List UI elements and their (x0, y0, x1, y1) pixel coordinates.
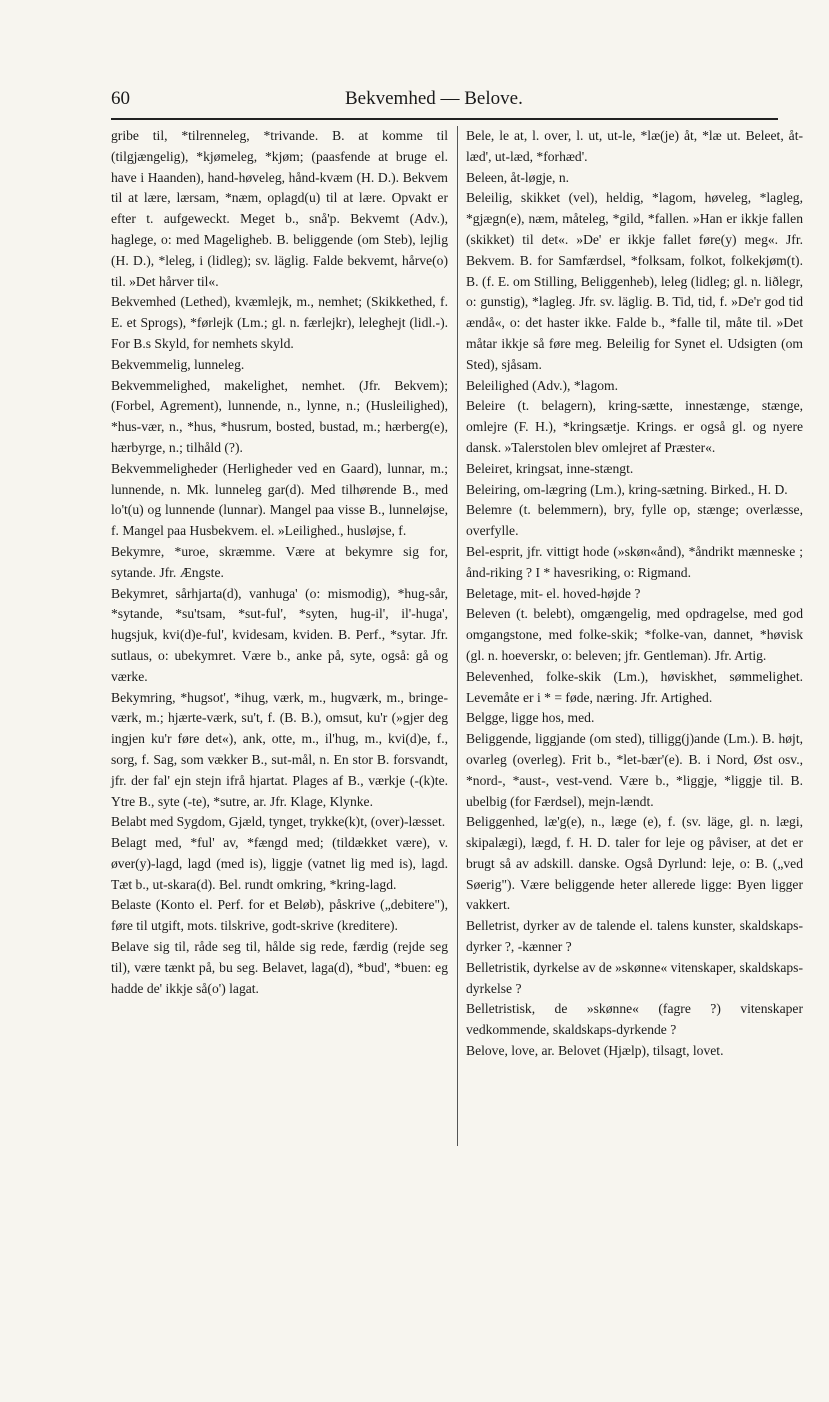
entry: Beletage, mit- el. hoved-højde ? (466, 585, 641, 601)
page-number: 60 (111, 88, 130, 109)
entry: Beleire (t. belagern), kring-sætte, innestænge, stænge, omlejre (F. H.), *kringsætje. Krings. er også gl. og nyere dansk. »Talerstolen blev omlejret af Præster«. (466, 398, 803, 455)
entry: Belabt med Sygdom, Gjæld, tynget, trykke(k)t, (over)-læsset. (111, 814, 446, 830)
entry: Belave sig til, råde seg til, hålde sig rede, færdig (rejde seg til), være tænkt på, bu seg. Belavet, laga(d), *bud', *buen: eg hadde de' ikkje så(o') lagat. (111, 939, 448, 996)
right-column (466, 126, 803, 1062)
entry: Beliggende, liggjande (om sted), tilligg(j)ande (Lm.). B. højt, ovarleg (overleg). Frit b., *let-bær'(e). B. i Nord, Øst osv., *nord-, *aust-, vest-vend. Være b., *liggje, *liggje til. B. ubelbig (for Færdsel), mejn-lændt. (466, 731, 803, 809)
entry: Belgge, ligge hos, med. (466, 710, 595, 726)
entry: Belletrist, dyrker av de talende el. talens kunster, skaldskaps-dyrker ?, -kænner ? (466, 918, 803, 955)
header-rule (111, 118, 778, 120)
entry: Beleilig, skikket (vel), heldig, *lagom, høveleg, *lagleg, *gjægn(e), næm, måteleg, *gild, *fallen. »Han er ikkje fallen (skikket) til det«. »De' er ikkje fallet føre(y) meg«. Jfr. Bekvem. B. for Samfærdsel, *folksam, folkot, folkekjøm(t). B. (f. E. om Stilling, Beliggenheb), leleg (lidleg; gl. n. liðlegr, o: gunstig), *lagleg. Jfr. sv. läglig. B. Tid, tid, f. »De'r god tid ændå«, o: det haster ikke. Falde b., *falle til, måte til. »Det måtar ikkje så føre meg. Beleilig for Synet el. Udsigten (om Sted), sjåsam. (466, 190, 803, 372)
column-divider (457, 126, 458, 1146)
entry: Belove, love, ar. Belovet (Hjælp), tilsagt, lovet. (466, 1043, 724, 1059)
entry: Bekvemmelighed, makelighet, nemhet. (Jfr. Bekvem); (Forbel, Agrement), lunnende, n., lynne, n.; (Husleilighed), *hus-vær, n., *hus, *husrum, bosted, bustad, m.; hærberg(e), hærbyrge, n.; tilhåld (?). (111, 377, 448, 455)
entry: Belletristik, dyrkelse av de »skønne« vitenskaper, skaldskaps-dyrkelse ? (466, 959, 803, 996)
entry: Belevenhed, folke-skik (Lm.), høviskhet, sømmelighet. Levemåte er i * = føde, næring. Jfr. Artighed. (466, 668, 803, 705)
entry: Bekvemmeligheder (Herligheder ved en Gaard), lunnar, m.; lunnende, n. Mk. lunneleg gar(d). Med tilhørende B., med lo't(u) og lunnende (lunnar). Mangel paa visse B., lunneløjse, f. Mangel paa Husbekvem. el. »Leilighed., husløjse, f. (111, 460, 448, 539)
entry: Bekvemhed (Lethed), kvæmlejk, m., nemhet; (Skikkethed, f. E. et Sprogs), *førlejk (Lm.; gl. n. færlejkr), leleghejt (lidl.-). For B.s Skyld, for nemhets skyld. (111, 294, 448, 351)
left-column (111, 126, 448, 999)
entry: Beleen, åt-løgje, n. (466, 169, 570, 185)
running-head: Bekvemhed — Belove. (345, 88, 523, 109)
entry: Beliggenhed, læ'g(e), n., læge (e), f. (sv. läge, gl. n. lægi, skipalægi), lægd, f. H. D. taler for leje og påviser, at det er brugt så av adskill. danske. Også Dyrlund: leje, o: B. („ved Søerig"). Være beliggende heter allerede ligge: Byen ligger vakkert. (466, 814, 803, 913)
entry: Belemre (t. belemmern), bry, fylle op, stænge; overlæsse, overfylle. (466, 502, 803, 539)
entry: Beleilighed (Adv.), *lagom. (466, 377, 619, 393)
entry: gribe til, *tilrenneleg, *trivande. B. at komme til (tilgjængelig), *kjømeleg, *kjøm; (paasfende at bruge el. have i Haanden), hand-høveleg, hånd-kvæm (H. D.). Bekvem til at lære, lærsam, *næm, oplagd(u) til at lære. Opvakt er efter t. aufgeweckt. Meget b., snå'p. Bekvemt (Adv.), haglege, o: med Mageligheb. B. beliggende (om Steb), lejlig (H. D.), *leleg, i (lidleg); sv. läglig. Falde bekvemt, hårve(o) til. »Det hårver til«. (111, 128, 448, 289)
entry: Belletristisk, de »skønne« (fagre ?) vitenskaper vedkommende, skaldskaps-dyrkende ? (466, 1001, 803, 1038)
entry: Beleven (t. belebt), omgængelig, med opdragelse, med god omgangstone, med folke-skik; *folke-van, dannet, *høvisk (gl. n. hoeverskr, o: beleven; jfr. Gentleman). Jfr. Artig. (466, 606, 803, 663)
entry: Beleiret, kringsat, inne-stængt. (466, 460, 634, 476)
entry: Bekvemmelig, lunneleg. (111, 356, 245, 372)
entry: Bel-esprit, jfr. vittigt hode (»skøn«ånd), *åndrikt mænneske ; ånd-riking ? I * havesriking, o: Rigmand. (466, 543, 803, 580)
entry: Bekymret, sårhjarta(d), vanhuga' (o: mismodig), *hug-sår, *sytande, *su'tsam, *sut-ful', *syten, hug-il', il'-huga', hugsjuk, kvi(d)e-ful', kvidesam, kviden. B. Perf., *sytar. Jfr. sutlaus, o: ubekymret. Være b., anke på, syte, også: gå og værke. (111, 585, 448, 684)
entry: Bekymre, *uroe, skræmme. Være at bekymre sig for, sytande. Jfr. Ængste. (111, 543, 448, 580)
entry: Belaste (Konto el. Perf. for et Beløb), påskrive („debitere"), føre til utgift, mots. tilskrive, godt-skrive (kreditere). (111, 897, 448, 934)
entry: Bekymring, *hugsot', *ihug, værk, m., hugværk, m., bringe-værk, m.; hjærte-værk, su't, f. (B. B.), omsut, ku'r (»gjer deg ingjen ku'r føre det«), ank, otte, m., il'hug, m., kvi(d)e, f., sorg, f. Sag, som vækker B., sut-mål, n. En stor B. forsvandt, jfr. der fal' ejn stejn ifrå hjartat. Plages af B., værkje (-(k)te. Ytre B., syte (-te), *sutre, ar. Jfr. Klage, Klynke. (111, 689, 448, 809)
entry: Belagt med, *ful' av, *fængd med; (tildækket være), v. øver(y)-lagd, lagd (med is), liggje (vatnet lig med is), lagd. Tæt b., ut-skara(d). Bel. rundt omkring, *kring-lagd. (111, 835, 448, 892)
entry: Bele, le at, l. over, l. ut, ut-le, *læ(je) åt, *læ ut. Beleet, åt-læd', ut-læd, *forhæd'. (466, 128, 803, 164)
entry: Beleiring, om-lægring (Lm.), kring-sætning. Birked., H. D. (466, 481, 788, 497)
